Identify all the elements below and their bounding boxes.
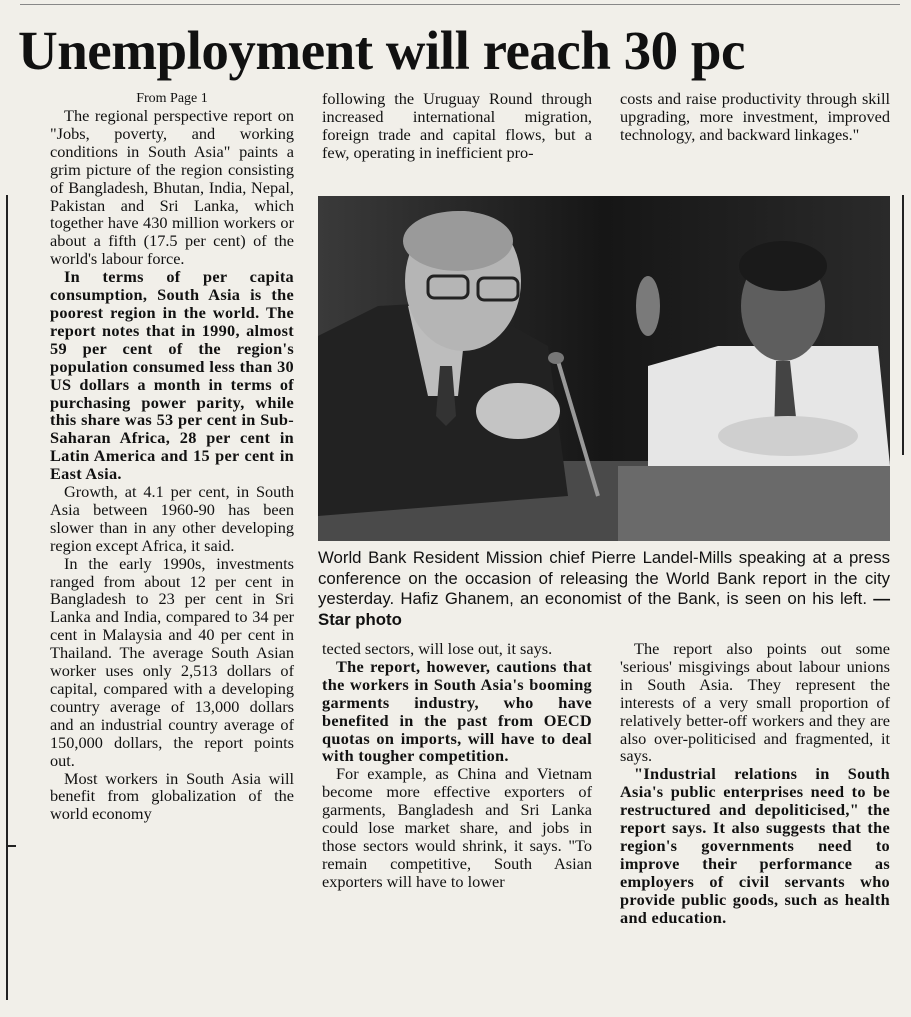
- paragraph-bold: In terms of per capita consumption, South Asia is the poorest region in the world. The report notes that in 1990, almost 59 per cent of the region's population consumed less than 30 US dollars a month in terms of purchasing power parity, while this share was 53 per cent in Sub-Saharan Africa, 28 per cent in Latin America and 15 per cent in East Asia.: [50, 267, 294, 484]
- article-column-2: [322, 90, 592, 162]
- article-column-1: [50, 90, 294, 823]
- paragraph: following the Uruguay Round through increased international migration, foreign trade and capital flows, but a few, operating in inefficient pro-: [322, 89, 592, 162]
- paragraph-bold: The report, however, cautions that the workers in South Asia's booming garments industry, who have benefited in the past from OECD quotas on imports, will have to deal with tougher competition.: [322, 656, 592, 766]
- article-column-5: [620, 640, 890, 927]
- photo-credit: — Star photo: [318, 589, 890, 629]
- paragraph: costs and raise productivity through skill upgrading, more investment, improved technology, and backward linkages.": [620, 89, 890, 144]
- caption-text: World Bank Resident Mission chief Pierre Landel-Mills speaking at a press conference on the occasion of releasing the World Bank report in the city yesterday. Hafiz Ghanem, an economist of the Bank, is seen on his left.: [318, 548, 890, 608]
- paragraph: For example, as China and Vietnam become more effective exporters of garments, Bangladesh and Sri Lanka could lose market share, and jobs in those sectors would shrink, it says. "To remain competitive, South Asian exporters will have to lower: [322, 764, 592, 891]
- paragraph: The regional perspective report on "Jobs, poverty, and working conditions in South Asia" paints a grim picture of the region consisting of Bangladesh, Bhutan, India, Nepal, Pakistan and Sri Lanka, which together have 430 million workers or about a fifth (17.5 per cent) of the world's labour force.: [50, 106, 294, 269]
- left-column-rule: [6, 195, 8, 1000]
- paragraph-bold: "Industrial relations in South Asia's public enterprises need to be restructured and depoliticised," the report says. It also suggests that the region's governments need to improve their performance as employers of civil servants who provide public goods, such as health and education.: [620, 764, 890, 927]
- paragraph: Most workers in South Asia will benefit from globalization of the world economy: [50, 768, 294, 824]
- from-page-note: From Page 1: [136, 91, 208, 106]
- headline: Unemployment will reach 30 pc: [18, 20, 745, 81]
- top-divider: [20, 4, 900, 5]
- paragraph: In the early 1990s, investments ranged from about 12 per cent in Bangladesh to 23 per cent in Sri Lanka and India, compared to 34 per cent in Malaysia and 40 per cent in Thailand. The average South Asian worker uses only 2,513 dollars of capital, compared with a developing country average of 13,000 dollars and an industrial country average of 150,000 dollars, the report points out.: [50, 553, 294, 770]
- right-column-rule: [902, 195, 904, 455]
- left-column-rule-tick: [6, 845, 16, 847]
- paragraph: Growth, at 4.1 per cent, in South Asia between 1960-90 has been slower than in any other developing region except Africa, it said.: [50, 482, 294, 555]
- press-conference-photo: [318, 196, 890, 541]
- paragraph: tected sectors, will lose out, it says.: [322, 639, 553, 658]
- article-column-3: [620, 90, 890, 144]
- photo-caption: [318, 548, 890, 630]
- article-column-4: [322, 640, 592, 891]
- paragraph: The report also points out some 'serious' misgivings about labour unions in South Asia. They represent the interests of a very small proportion of relatively better-off workers and they are also over-politicised and fragmented, it says.: [620, 639, 890, 766]
